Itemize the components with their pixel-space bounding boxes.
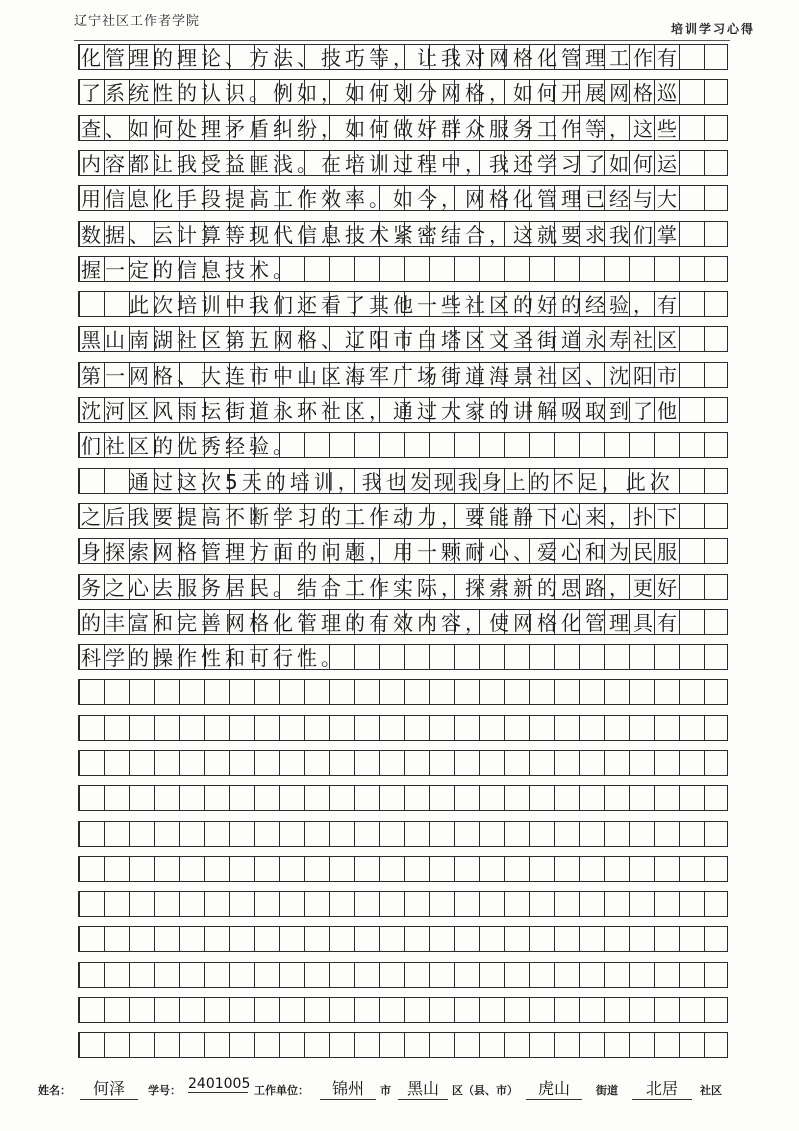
id-label: 学号： — [148, 1084, 181, 1097]
handwritten-line: 之后我要提高不断学习的工作动力，要能静下心来，扑下 — [81, 505, 681, 529]
community-suffix: 社区 — [700, 1084, 722, 1097]
district-value: 黑山 — [398, 1076, 448, 1100]
header-divider — [74, 40, 730, 41]
grid-row — [78, 397, 728, 423]
grid-row — [78, 468, 728, 494]
grid-row — [78, 221, 728, 247]
grid-row — [78, 785, 728, 811]
grid-row — [78, 891, 728, 917]
grid-row — [78, 644, 728, 670]
handwritten-line: 第一网格、大连市中山区海军广场街道海景社区、沈阳市 — [81, 364, 681, 388]
city-suffix: 市 — [380, 1084, 391, 1097]
grid-row — [78, 962, 728, 988]
handwritten-line: 内容都让我受益匪浅。在培训过程中，我还学习了如何运 — [81, 152, 681, 176]
handwritten-line: 的丰富和完善网格化管理的有效内容，使网格化管理具有 — [81, 611, 681, 635]
handwritten-line: 通过这次5天的培训，我也发现我身上的不足，此次 — [81, 470, 674, 494]
grid-row — [78, 997, 728, 1023]
grid-row — [78, 821, 728, 847]
handwritten-line: 握一定的信息技术。 — [81, 258, 297, 282]
grid-row — [78, 326, 728, 352]
district-suffix: 区（县、市） — [452, 1084, 518, 1097]
grid-row — [78, 715, 728, 741]
city-value: 锦州 — [320, 1076, 376, 1100]
grid-row — [78, 362, 728, 388]
name-label: 姓名： — [38, 1084, 71, 1097]
writing-grid — [78, 44, 728, 1068]
handwritten-line: 化管理的理论、方法、技巧等，让我对网格化管理工作有 — [81, 46, 681, 70]
footer-info — [38, 1076, 768, 1100]
handwritten-line: 查、如何处理矛盾纠纷，如何做好群众服务工作等，这些 — [81, 117, 681, 141]
grid-row — [78, 609, 728, 635]
handwritten-line: 科学的操作性和可行性。 — [81, 646, 345, 670]
grid-row — [78, 926, 728, 952]
grid-row — [78, 1032, 728, 1058]
handwritten-line: 了系统性的认识。例如，如何划分网格，如何开展网格巡 — [81, 81, 681, 105]
street-value: 虎山 — [526, 1076, 582, 1100]
handwritten-line: 沈河区风雨坛街道永环社区，通过大家的讲解吸取到了他 — [81, 399, 681, 423]
handwritten-line: 们社区的优秀经验。 — [81, 434, 297, 458]
community-value: 北居 — [632, 1076, 692, 1100]
grid-row — [78, 185, 728, 211]
college-name: 辽宁社区工作者学院 — [74, 14, 201, 29]
grid-row — [78, 256, 728, 282]
name-value: 何泽 — [80, 1076, 138, 1100]
grid-row — [78, 291, 728, 317]
handwritten-line: 身探索网格管理方面的问题，用一颗耐心、爱心和为民服 — [81, 540, 681, 564]
handwritten-line: 务之心去服务居民。结合工作实际，探索新的思路，更好 — [81, 576, 681, 600]
grid-row — [78, 150, 728, 176]
page-category: 培训学习心得 — [670, 22, 755, 36]
grid-row — [78, 503, 728, 529]
id-value: 2401005 — [188, 1076, 251, 1092]
grid-row — [78, 432, 728, 458]
grid-row — [78, 115, 728, 141]
handwritten-line: 黑山南湖社区第五网格、辽阳市白塔区文圣街道永寿社区 — [81, 328, 681, 352]
handwritten-line: 此次培训中我们还看了其他一些社区的好的经验，有 — [81, 293, 681, 317]
grid-row — [78, 574, 728, 600]
grid-row — [78, 750, 728, 776]
handwritten-line: 数据、云计算等现代信息技术紧密结合，这就要求我们掌 — [81, 223, 681, 247]
work-unit-label: 工作单位： — [254, 1084, 309, 1097]
handwritten-line: 用信息化手段提高工作效率。如今，网格化管理已经与大 — [81, 187, 681, 211]
grid-row — [78, 679, 728, 705]
grid-row — [78, 44, 728, 70]
grid-row — [78, 79, 728, 105]
grid-row — [78, 856, 728, 882]
grid-row — [78, 538, 728, 564]
street-suffix: 街道 — [596, 1084, 618, 1097]
